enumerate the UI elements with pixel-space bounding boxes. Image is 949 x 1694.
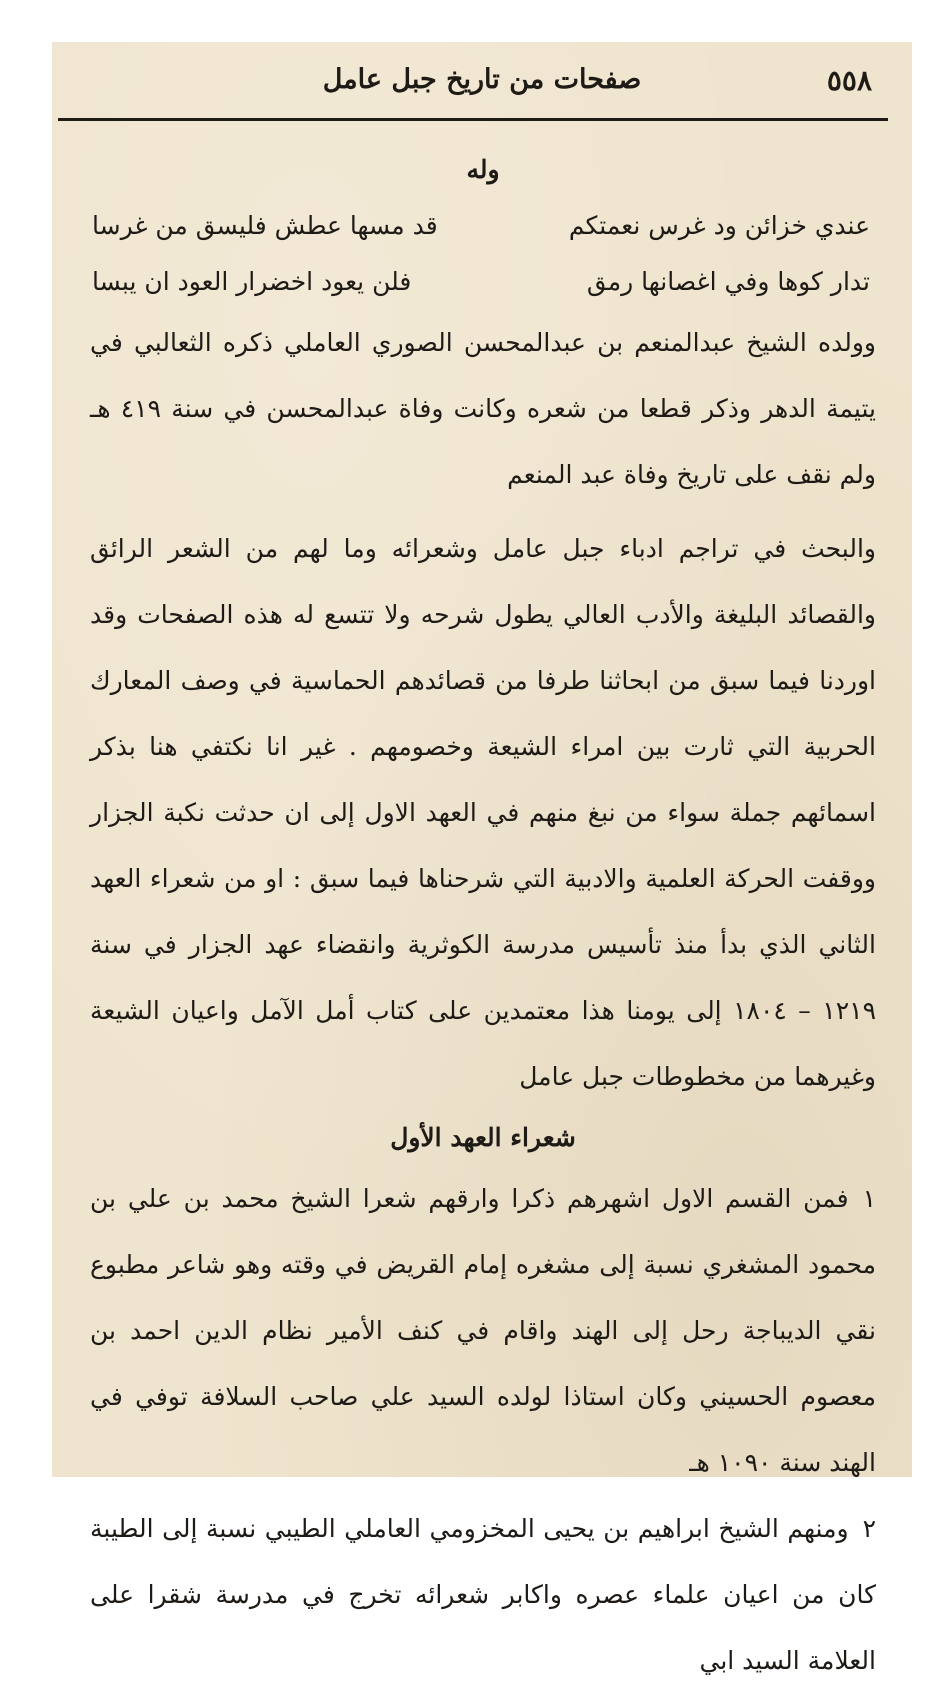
- poem-heading: وله: [466, 155, 500, 184]
- entry-2: [90, 1496, 876, 1694]
- entry-text: ومنهم الشيخ ابراهيم بن يحيى المخزومي العاملي الطيبي نسبة إلى الطيبة كان من اعيان علماء عصره واكابر شعرائه تخرج في مدرسة شقرا على العلامة السيد ابي: [90, 1514, 876, 1675]
- header-rule: [58, 118, 888, 121]
- verse-first-hemistich: تدار كوها وفي اغصانها رمق: [586, 267, 870, 296]
- verse-second-hemistich: فلن يعود اخضرار العود ان يبسا: [92, 267, 412, 296]
- page-number: ٥٥٨: [826, 64, 872, 97]
- page-body: [90, 142, 876, 1694]
- poem-verse: [90, 198, 876, 254]
- entry-number: ١: [862, 1184, 876, 1213]
- entry-text: فمن القسم الاول اشهرهم ذكرا وارقهم شعرا الشيخ محمد بن علي بن محمود المشغري نسبة إلى مشغره إمام القريض في وقته وهو شاعر مطبوع نقي الديباجة رحل إلى الهند واقام في كنف الأمير نظام الدين احمد بن معصوم الحسيني وكان استاذا لولده السيد علي صاحب السلافة توفي في الهند سنة ١٠٩٠ هـ: [90, 1184, 876, 1477]
- section-heading: شعراء العهد الأول: [390, 1123, 576, 1152]
- poem-verse: [90, 254, 876, 310]
- book-page: [52, 42, 912, 1675]
- page-header: [52, 42, 912, 120]
- running-title: صفحات من تاريخ جبل عامل: [322, 64, 642, 95]
- verse-second-hemistich: قد مسها عطش فليسق من غرسا: [92, 211, 438, 240]
- paragraph-poets-research: والبحث في تراجم ادباء جبل عامل وشعرائه وما لهم من الشعر الرائق والقصائد البليغة والأدب العالي يطول شرحه ولا تتسع له هذه الصفحات وقد اوردنا فيما سبق من ابحاثنا طرفا من قصائدهم الحماسية في وصف المعارك الحربية التي ثارت بين امراء الشيعة وخصومهم . غير انا نكتفي هنا بذكر اسمائهم جملة سواء من نبغ منهم في العهد الاول إلى ان حدثت نكبة الجزار ووقفت الحركة العلمية والادبية التي شرحناها فيما سبق : او من شعراء العهد الثاني الذي بدأ منذ تأسيس مدرسة الكوثرية وانقضاء عهد الجزار في سنة ١٢١٩ – ١٨٠٤ إلى يومنا هذا معتمدين على كتاب أمل الآمل واعيان الشيعة وغيرهما من مخطوطات جبل عامل: [90, 534, 876, 1091]
- paragraph-abd-al-munim: وولده الشيخ عبدالمنعم بن عبدالمحسن الصوري العاملي ذكره الثعالبي في يتيمة الدهر وذكر قطعا من شعره وكانت وفاة عبدالمحسن في سنة ٤١٩ هـ ولم نقف على تاريخ وفاة عبد المنعم: [90, 328, 876, 489]
- entry-1: [90, 1166, 876, 1496]
- entry-number: ٢: [862, 1514, 876, 1543]
- verse-first-hemistich: عندي خزائن ود غرس نعمتكم: [568, 211, 870, 240]
- spacer: [90, 508, 876, 516]
